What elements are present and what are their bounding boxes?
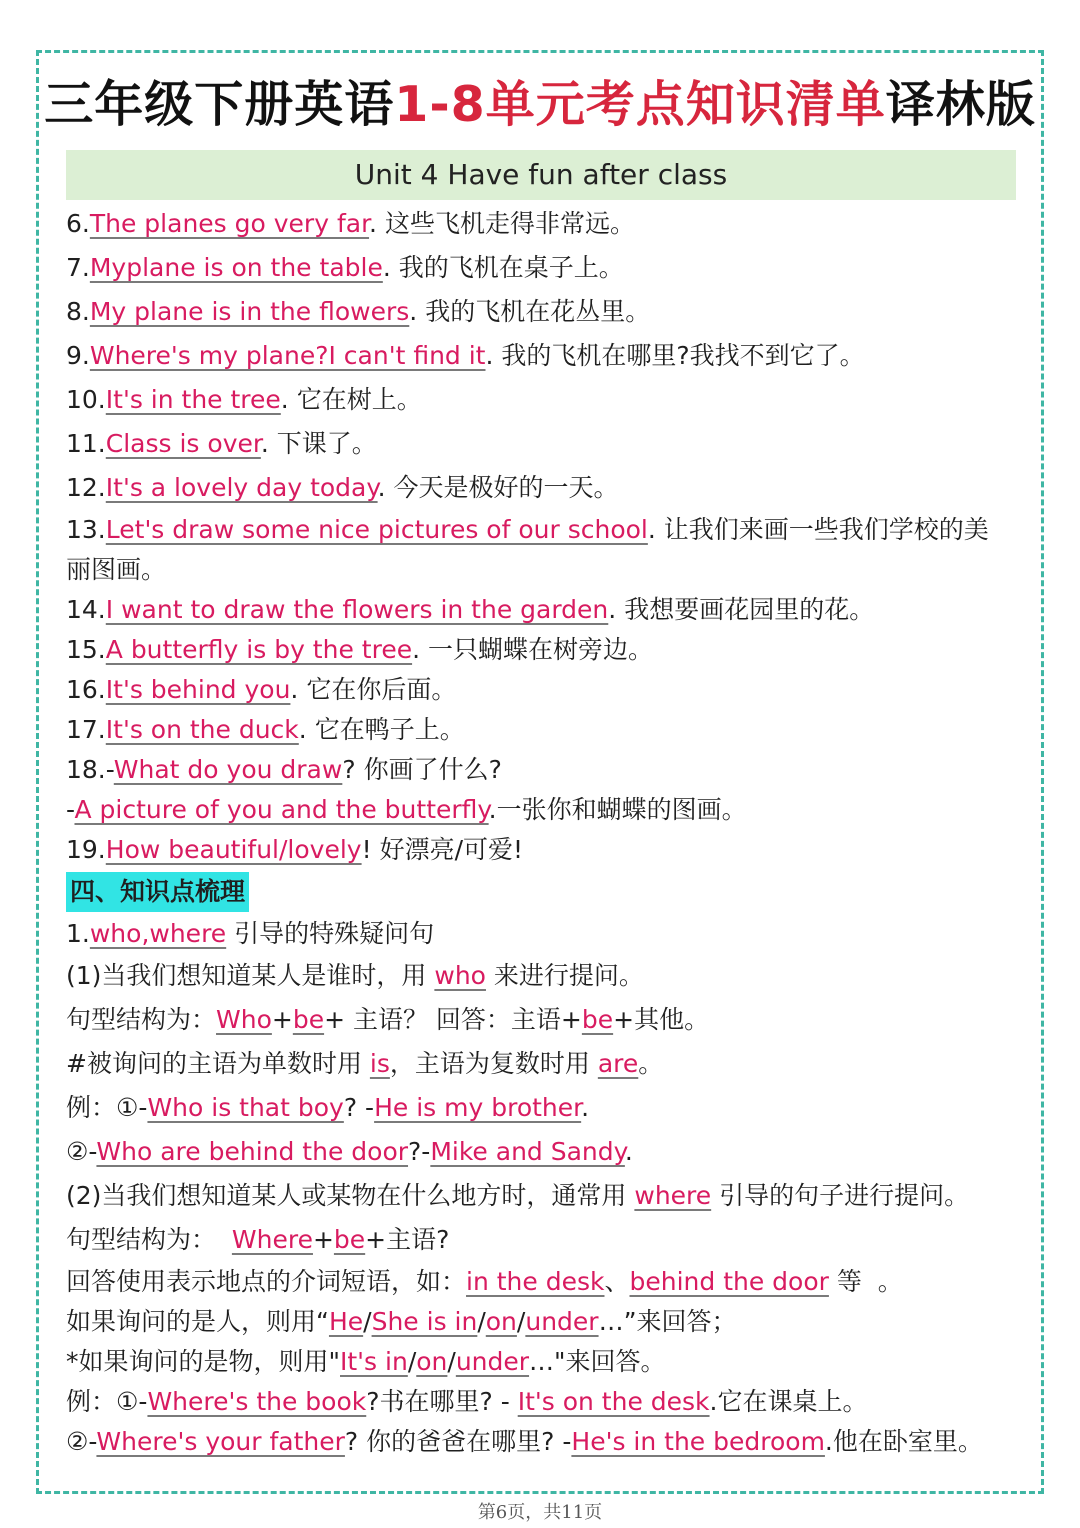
kp-text: #被询问的主语为单数时用 [66, 1049, 370, 1078]
kp-english: He's in the bedroom [571, 1427, 825, 1456]
punct: . [382, 253, 391, 282]
english-sentence: It's behind you [105, 675, 291, 704]
kp-english: in the desk [466, 1267, 605, 1296]
sentence-line [66, 590, 1016, 630]
kp-line [66, 1042, 1016, 1086]
chinese-translation: 它在你后面。 [306, 675, 457, 704]
kp-english: be [581, 1005, 614, 1034]
kp-text: ?书在哪里? - [366, 1387, 518, 1416]
chinese-translation: 它在鸭子上。 [314, 715, 465, 744]
kp-text: / [447, 1347, 456, 1376]
kp-text: 句型结构为： [66, 1005, 217, 1034]
english-sentence: The planes go very far [89, 209, 370, 238]
kp-english: under [455, 1347, 530, 1376]
punct: . [412, 635, 421, 664]
kp-text: 句型结构为： [66, 1225, 232, 1254]
kp-line [66, 954, 1016, 998]
kp-text: …”来回答； [598, 1307, 737, 1336]
kp-text: ?- [408, 1137, 431, 1166]
english-sentence: What do you draw [113, 755, 343, 784]
line-number: 13. [66, 515, 106, 544]
kp-text: + [271, 1005, 293, 1034]
kp-english: Who are behind the door [96, 1137, 409, 1166]
kp-english: It's on the desk [517, 1387, 710, 1416]
sentence-line [66, 378, 1016, 422]
section-heading-row [66, 870, 1016, 914]
chinese-translation: 我的飞机在哪里?我找不到它了。 [501, 341, 865, 370]
kp-english: It's in [340, 1347, 408, 1376]
chinese-translation: 下课了。 [276, 429, 377, 458]
punct: . [409, 297, 418, 326]
kp-text: / [407, 1347, 417, 1376]
kp-line [66, 1262, 1016, 1302]
sentence-line [66, 510, 1016, 550]
punct: ! [361, 835, 372, 864]
sentence-line [66, 710, 1016, 750]
english-sentence: How beautiful/lovely [105, 835, 362, 864]
kp-text: . [624, 1137, 633, 1166]
english-sentence: Where's my plane?I can't find it [89, 341, 486, 370]
kp-text: 等 。 [828, 1267, 903, 1296]
sentence-line [66, 750, 1016, 790]
kp-text: (1)当我们想知道某人是谁时，用 [66, 961, 435, 990]
kp-english: on [416, 1347, 448, 1376]
kp-english: Where's your father [96, 1427, 345, 1456]
kp-english: Mike and Sandy [430, 1137, 625, 1166]
punct: . [488, 795, 497, 824]
kp-text: 1. [66, 919, 90, 948]
kp-text: 引导的句子进行提问。 [711, 1181, 970, 1210]
line-number: 11. [66, 429, 106, 458]
kp-line [66, 1174, 1016, 1218]
line-number: 18.- [66, 755, 114, 784]
english-sentence: Let's draw some nice pictures of our school [105, 515, 648, 544]
unit-heading: Unit 4 Have fun after class [66, 150, 1016, 200]
line-number: 16. [66, 675, 106, 704]
kp-text: ? 你的爸爸在哪里? - [344, 1427, 572, 1456]
kp-line [66, 1342, 1016, 1382]
punct: . [647, 515, 656, 544]
kp-text: 引导的特殊疑问句 [226, 919, 435, 948]
kp-text: …"来回答。 [529, 1347, 666, 1376]
kp-text: 如果询问的是人，则用“ [66, 1307, 329, 1336]
kp-text: . [581, 1093, 590, 1122]
kp-text: +主语? [365, 1225, 450, 1254]
kp-text: + [312, 1225, 334, 1254]
kp-english: are [597, 1049, 639, 1078]
kp-text: 例：①- [66, 1387, 148, 1416]
english-sentence: It's a lovely day today [105, 473, 378, 502]
kp-english: under [525, 1307, 599, 1336]
sentence-line [66, 670, 1016, 710]
kp-line [66, 1422, 1016, 1462]
line-number: 19. [66, 835, 106, 864]
punct: . [290, 675, 299, 704]
sentence-line [66, 790, 1016, 830]
chinese-translation: 今天是极好的一天。 [393, 473, 619, 502]
english-sentence: It's on the duck [105, 715, 299, 744]
kp-english: Who is that boy [147, 1093, 344, 1122]
kp-text: 。 [638, 1049, 664, 1078]
line-number: - [66, 795, 75, 824]
kp-english: who,where [89, 919, 227, 948]
kp-line [66, 998, 1016, 1042]
line-number: 9. [66, 341, 90, 370]
punct: . [369, 209, 377, 238]
kp-english: Where's the book [147, 1387, 367, 1416]
chinese-translation: 我的飞机在桌子上。 [398, 253, 624, 282]
kp-text: (2)当我们想知道某人或某物在什么地方时，通常用 [66, 1181, 635, 1210]
kp-english: She is in [371, 1307, 478, 1336]
sentence-line [66, 290, 1016, 334]
kp-english: where [634, 1181, 712, 1210]
chinese-translation: 一只蝴蝶在树旁边。 [427, 635, 653, 664]
kp-text: ②- [66, 1137, 97, 1166]
sentence-line-continuation [66, 550, 1016, 590]
english-sentence: I want to draw the flowers in the garden [105, 595, 609, 624]
title-part1: 三年级下册英语 [44, 76, 395, 133]
kp-english: He [328, 1307, 364, 1336]
chinese-translation: 它在树上。 [296, 385, 422, 414]
page-title [0, 66, 1080, 136]
punct: . [280, 385, 289, 414]
punct: . [485, 341, 494, 370]
kp-text: 回答使用表示地点的介词短语，如： [66, 1267, 467, 1296]
punct: . [298, 715, 307, 744]
punct: ? [342, 755, 356, 784]
kp-text: + 主语？ 回答：主语+ [324, 1005, 582, 1034]
kp-english: behind the door [629, 1267, 829, 1296]
kp-text: 、 [604, 1267, 630, 1296]
kp-text: 例：①- [66, 1093, 148, 1122]
kp-line [66, 1086, 1016, 1130]
chinese-translation: 让我们来画一些我们学校的美 [663, 515, 989, 544]
kp-text: / [477, 1307, 486, 1336]
kp-text: ②- [66, 1427, 97, 1456]
kp-english: Who [216, 1005, 272, 1034]
sentence-line [66, 334, 1016, 378]
kp-line [66, 1382, 1016, 1422]
english-sentence: Myplane is on the table [89, 253, 383, 282]
kp-line [66, 1130, 1016, 1174]
kp-english: be [292, 1005, 325, 1034]
title-part3: 译林版 [885, 76, 1036, 133]
line-number: 7. [66, 253, 90, 282]
title-part2: 1-8单元考点知识清单 [394, 76, 886, 133]
chinese-translation: 一张你和蝴蝶的图画。 [496, 795, 747, 824]
kp-text: .它在课桌上。 [709, 1387, 868, 1416]
kp-english: is [369, 1049, 390, 1078]
punct: . [260, 429, 269, 458]
kp-text: ? - [343, 1093, 375, 1122]
kp-text: / [516, 1307, 526, 1336]
chinese-translation: 你画了什么? [363, 755, 502, 784]
line-number: 17. [66, 715, 106, 744]
line-number: 6. [66, 209, 90, 238]
kp-text: / [363, 1307, 372, 1336]
english-sentence: A butterfly is by the tree [105, 635, 413, 664]
sentence-line [66, 246, 1016, 290]
line-number: 14. [66, 595, 106, 624]
line-number: 10. [66, 385, 106, 414]
sentence-line [66, 630, 1016, 670]
line-number: 8. [66, 297, 90, 326]
kp-text: 来进行提问。 [485, 961, 644, 990]
kp-text: ，主语为复数时用 [389, 1049, 598, 1078]
kp-english: who [434, 961, 486, 990]
content-body [66, 202, 1016, 1462]
section-title: 四、知识点梳理 [66, 872, 249, 912]
chinese-translation: 我的飞机在花丛里。 [425, 297, 651, 326]
kp-text: *如果询问的是物，则用" [66, 1347, 340, 1376]
chinese-translation: 我想要画花园里的花。 [624, 595, 875, 624]
chinese-translation: 这些飞机走得非常远。 [384, 209, 635, 238]
english-sentence: Class is over [105, 429, 261, 458]
kp-text: .他在卧室里。 [824, 1427, 983, 1456]
kp-line [66, 1302, 1016, 1342]
sentence-line [66, 466, 1016, 510]
line-number: 15. [66, 635, 106, 664]
kp-line [66, 1218, 1016, 1262]
chinese-translation-cont: 丽图画。 [66, 555, 167, 584]
sentence-line [66, 422, 1016, 466]
sentence-line [66, 830, 1016, 870]
english-sentence: A picture of you and the butterfly [74, 795, 489, 824]
kp-line [66, 914, 1016, 954]
line-number: 12. [66, 473, 106, 502]
page-footer: 第6页，共11页 [477, 1502, 603, 1523]
kp-english: He is my brother [374, 1093, 582, 1122]
english-sentence: It's in the tree [105, 385, 281, 414]
chinese-translation: 好漂亮/可爱! [379, 835, 524, 864]
kp-english: be [333, 1225, 366, 1254]
kp-english: Where [231, 1225, 313, 1254]
punct: . [377, 473, 386, 502]
punct: . [608, 595, 617, 624]
kp-text: +其他。 [613, 1005, 710, 1034]
english-sentence: My plane is in the flowers [89, 297, 410, 326]
sentence-line [66, 202, 1016, 246]
kp-english: on [485, 1307, 517, 1336]
